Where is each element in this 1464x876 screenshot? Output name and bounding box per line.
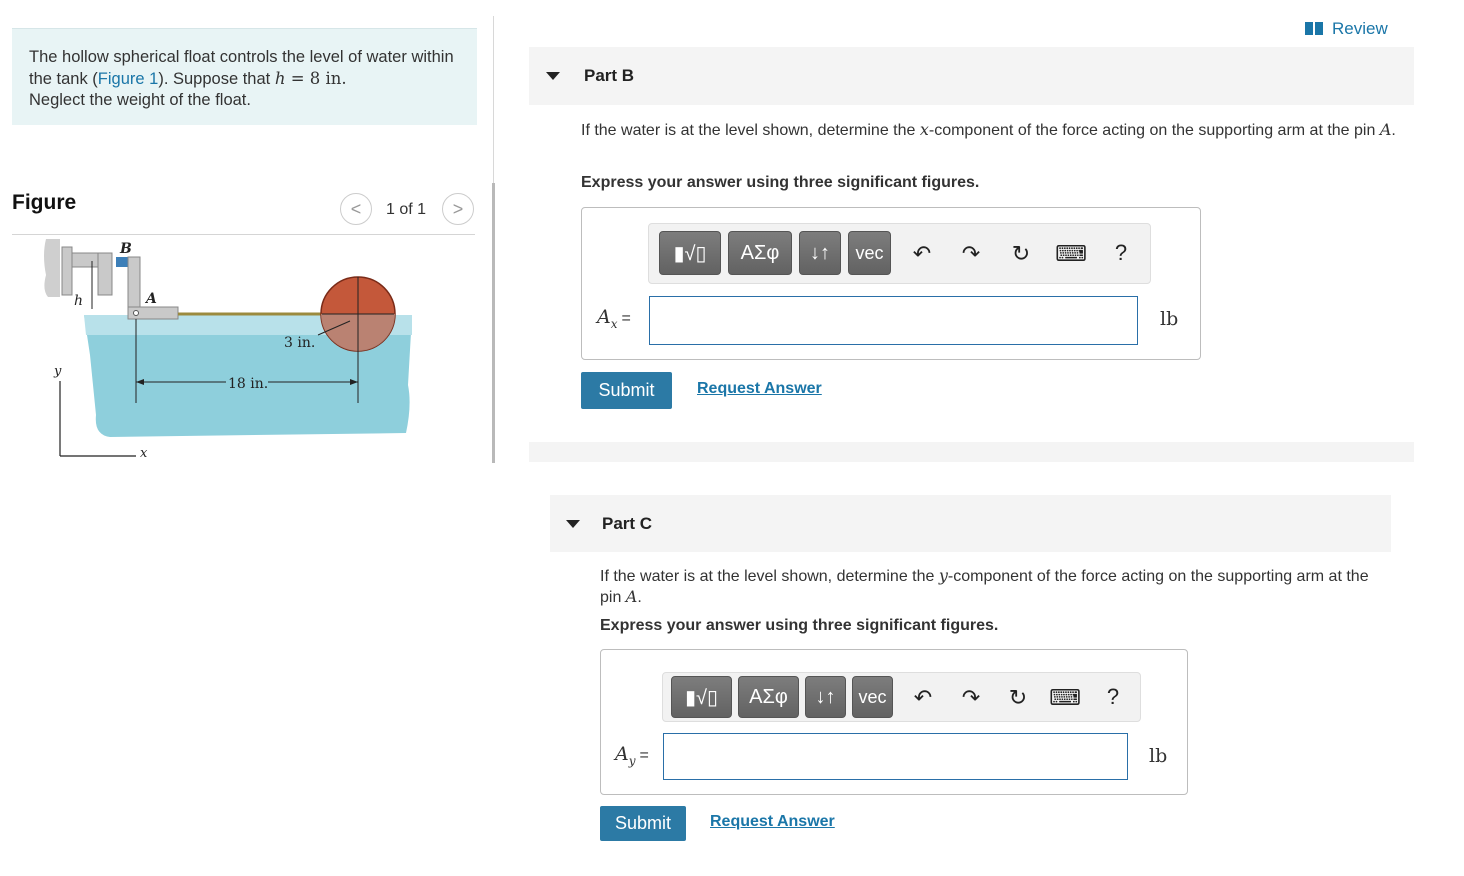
redo-icon[interactable]: ↷ [961, 241, 981, 266]
part-separator [529, 442, 1414, 462]
greek-label: ΑΣφ [749, 685, 788, 708]
part-c-question-pin: A [625, 587, 638, 606]
label-a: A [146, 291, 157, 307]
part-b-question-suffix: -component of the force acting on the supporting arm at the pin [928, 122, 1380, 139]
problem-statement [12, 28, 477, 125]
part-b-request-answer-link[interactable]: Request Answer [697, 380, 822, 397]
part-c-var-sub: y [628, 753, 636, 768]
reset-icon[interactable]: ↻ [1008, 685, 1028, 710]
keyboard-icon[interactable]: ⌨ [1055, 241, 1087, 266]
part-b-question-prefix: If the water is at the level shown, determine the [581, 122, 920, 139]
vec-label: vec [855, 242, 884, 263]
part-c-question [600, 566, 1390, 608]
label-3in: 3 in. [284, 335, 316, 351]
part-b-question-var: x [919, 120, 929, 139]
help-icon[interactable]: ? [1114, 240, 1128, 265]
part-c-question-suffix: -component of the force acting on the supporting arm at the pin [600, 568, 1369, 606]
collapse-triangle-icon [566, 520, 580, 528]
part-b-var-base: A [597, 306, 611, 328]
part-b-submit-button[interactable]: Submit [581, 372, 672, 409]
part-c-var-base: A [615, 743, 629, 765]
part-c-request-answer-link[interactable]: Request Answer [710, 813, 835, 830]
book-icon [1305, 22, 1324, 36]
templates-button[interactable] [671, 676, 732, 718]
part-b-question-end: . [1391, 122, 1396, 139]
part-b-equals: = [621, 310, 631, 327]
vec-label: vec [858, 686, 887, 707]
undo-icon[interactable]: ↶ [913, 685, 933, 710]
problem-eq: = 8 in. [285, 69, 347, 88]
label-18in: 18 in. [228, 376, 269, 392]
part-c-submit-button[interactable]: Submit [600, 806, 686, 841]
reset-icon[interactable]: ↻ [1011, 241, 1031, 266]
help-icon[interactable]: ? [1106, 684, 1120, 709]
sort-arrows-icon: ↓↑ [815, 685, 836, 708]
vector-button[interactable] [848, 231, 891, 275]
part-b-header[interactable] [529, 47, 1414, 105]
problem-text-1: The hollow spherical float controls the level of water within the tank ( [29, 48, 454, 88]
part-c-header[interactable] [550, 495, 1391, 552]
review-link[interactable] [1305, 19, 1388, 39]
part-b-unit: lb [1160, 308, 1179, 330]
bracket-leg [98, 253, 112, 295]
chevron-right-icon: > [452, 198, 464, 219]
figure-count: 1 of 1 [386, 201, 427, 218]
keyboard-icon[interactable]: ⌨ [1049, 685, 1081, 710]
figure-title: Figure [12, 191, 77, 214]
part-c-answer-input[interactable] [663, 733, 1128, 780]
arrows-button[interactable] [805, 676, 846, 718]
part-b-question [581, 120, 1406, 141]
sort-arrows-icon: ↓↑ [810, 241, 830, 264]
part-b-title: Part B [584, 66, 635, 85]
wall-hatch [44, 239, 60, 297]
chevron-left-icon: < [350, 198, 362, 219]
part-c-unit: lb [1149, 745, 1168, 767]
collapse-triangle-icon [546, 72, 560, 80]
figure-next-button[interactable] [442, 193, 474, 225]
templates-button[interactable] [659, 231, 721, 275]
bracket-plate [62, 247, 72, 295]
figure-prev-button[interactable] [340, 193, 372, 225]
undo-icon[interactable]: ↶ [912, 241, 932, 266]
part-c-instruction: Express your answer using three significant figures. [600, 617, 999, 634]
problem-text-2: ). Suppose that [158, 70, 275, 88]
vector-button[interactable] [852, 676, 893, 718]
greek-label: ΑΣφ [740, 241, 780, 264]
figure-link[interactable]: Figure 1 [97, 70, 159, 88]
greek-symbols-button[interactable] [728, 231, 792, 275]
valve-b [116, 257, 128, 267]
part-c-equals: = [639, 747, 649, 764]
part-c-math-toolbar [662, 672, 1141, 722]
templates-icon: ▮√▯ [673, 242, 707, 265]
part-c-question-var: y [938, 566, 948, 585]
part-c-variable [615, 743, 649, 768]
part-c-question-end: . [637, 589, 642, 606]
part-b-variable [597, 306, 631, 331]
part-b-instruction: Express your answer using three significant figures. [581, 174, 980, 191]
label-x-axis: x [140, 446, 148, 461]
label-y-axis: y [54, 364, 62, 379]
arrows-button[interactable] [799, 231, 841, 275]
part-c-question-prefix: If the water is at the level shown, determine the [600, 568, 939, 585]
panel-scrollbar[interactable] [492, 183, 495, 463]
problem-text-3: Neglect the weight of the float. [29, 91, 251, 109]
part-c-title: Part C [602, 513, 653, 533]
part-b-answer-box [581, 207, 1201, 360]
pin-a [134, 311, 139, 316]
part-c-answer-box [600, 649, 1188, 795]
label-b: B [120, 241, 132, 257]
greek-symbols-button[interactable] [738, 676, 799, 718]
part-b-var-sub: x [610, 316, 618, 331]
review-label: Review [1332, 19, 1388, 38]
label-h: h [74, 293, 84, 309]
part-b-answer-input[interactable] [649, 296, 1138, 345]
float-tank-figure [40, 235, 420, 465]
redo-icon[interactable]: ↷ [961, 685, 981, 710]
part-b-math-toolbar [648, 223, 1151, 284]
templates-icon: ▮√▯ [685, 686, 718, 709]
part-b-question-pin: A [1379, 120, 1392, 139]
problem-var-h: h [274, 69, 286, 88]
